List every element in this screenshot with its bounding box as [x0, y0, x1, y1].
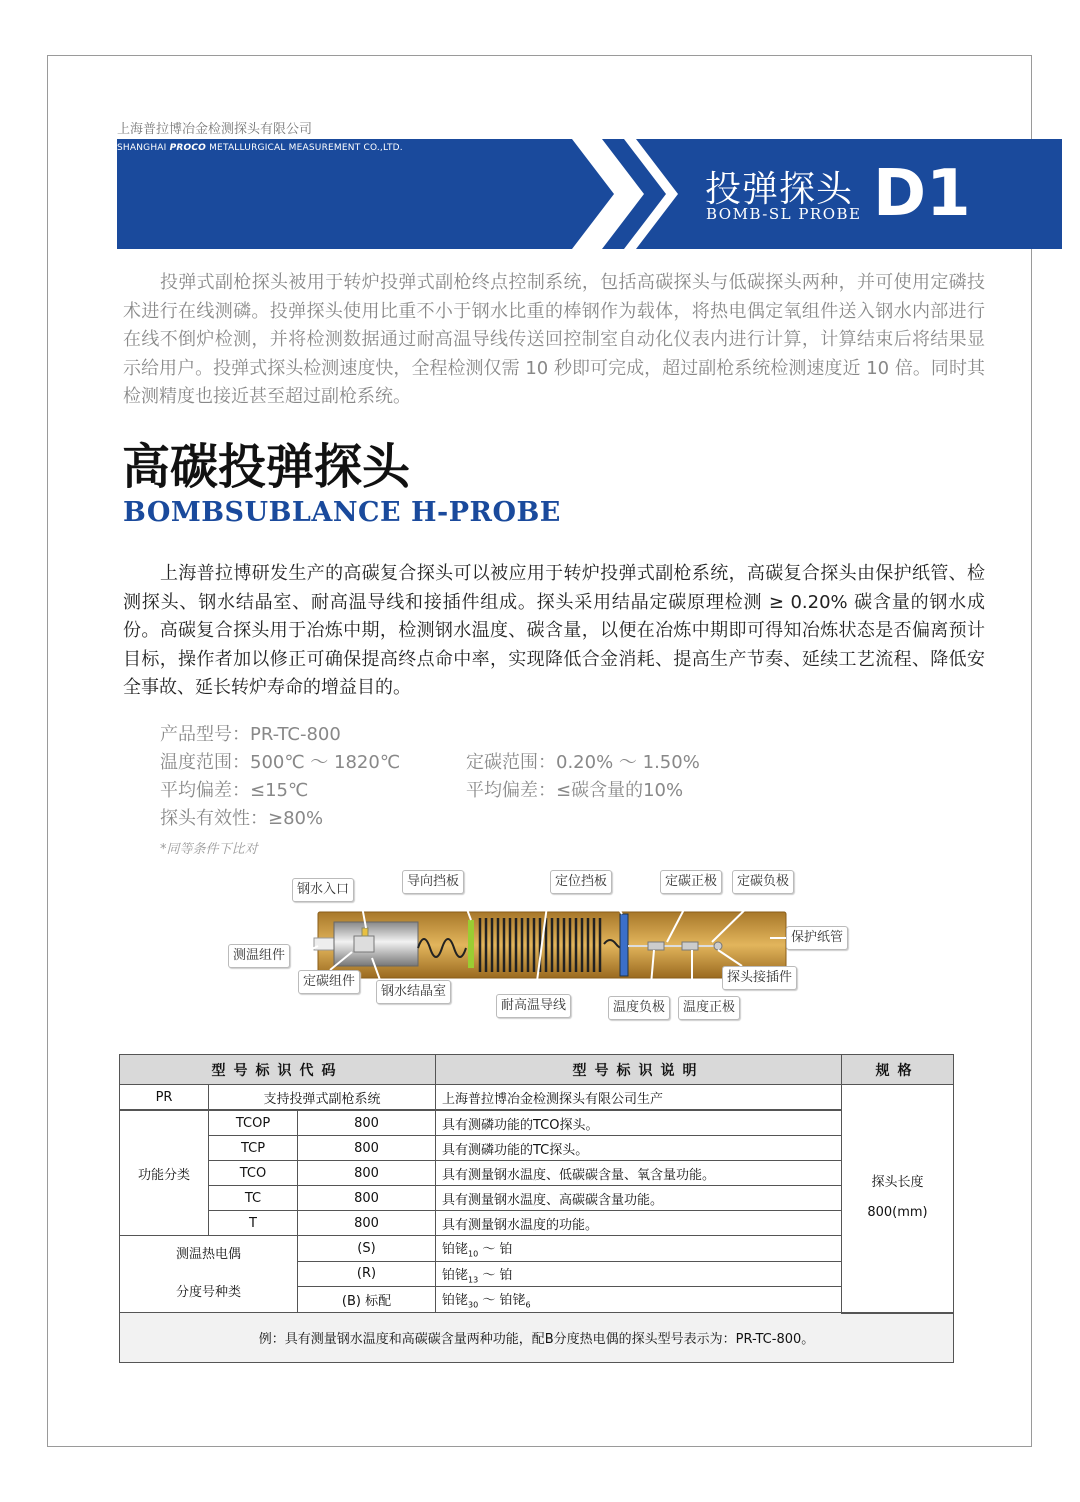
table-head-spec: 规格 [842, 1055, 954, 1085]
pr-code: PR [120, 1085, 209, 1111]
spec-validity: 探头有效性：≥80% [160, 808, 324, 829]
table-row [120, 1236, 954, 1262]
chevron-arrow-icon [572, 139, 702, 249]
table-row [120, 1313, 954, 1363]
table-row [120, 1161, 954, 1186]
product-title-cn: 投弹探头 [705, 169, 854, 210]
func-code: TCO [209, 1161, 298, 1186]
spec-length-label: 探头长度 [871, 1175, 924, 1191]
spec-temp-range: 温度范围：500℃ ～ 1820℃ [160, 752, 401, 773]
label-steel-inlet: 钢水入口 [292, 878, 354, 902]
func-explain: 具有测量钢水温度、高碳碳含量功能。 [436, 1186, 842, 1211]
label-temp-positive: 温度正极 [678, 996, 740, 1020]
label-hightemp-wire: 耐高温导线 [496, 994, 571, 1018]
func-code: TCP [209, 1136, 298, 1161]
tc-explain: 铂铑$_{13}$ ～ 铂 [436, 1261, 842, 1287]
pr-desc: 支持投弹式副枪系统 [209, 1085, 436, 1111]
probe-diagram [222, 866, 862, 1026]
spec-avg-dev-carbon: 平均偏差：≤碳含量的10% [466, 780, 684, 801]
func-explain: 具有测量钢水温度的功能。 [436, 1211, 842, 1236]
spec-model: 产品型号：PR-TC-800 [160, 724, 341, 745]
table-row [120, 1136, 954, 1161]
func-code: TC [209, 1186, 298, 1211]
model-code-table [119, 1054, 954, 1363]
func-length: 800 [298, 1211, 436, 1236]
table-head-explain: 型号标识说明 [436, 1055, 842, 1085]
product-title-en: BOMB-SL PROBE [706, 205, 862, 223]
intro-paragraph: 投弹式副枪探头被用于转炉投弹式副枪终点控制系统，包括高碳探头与低碳探头两种，并可使用定磷技术进行在线测磷。投弹探头使用比重不小于钢水比重的棒钢作为载体，将热电偶定氧组件送入钢水内部进行在线不倒炉检测，并将检测数据通过耐高温导线传送回控制室自动化仪表内进行计算，计算结束后将结果显示给用户。投弹式探头检测速度快，全程检测仅需 10 秒即可完成，超过副枪系统检测速度近 10 倍。同时其检测精度也接近甚至超过副枪系统。 [123, 272, 985, 407]
section-body: 上海普拉博研发生产的高碳复合探头可以被应用于转炉投弹式副枪系统，高碳复合探头由保护纸管、检测探头、钢水结晶室、耐高温导线和接插件组成。探头采用结晶定碳原理检测 ≥ 0.20% 碳含量的钢水成份。高碳复合探头用于冶炼中期，检测钢水温度、碳含量，以便在冶炼中期即可得知冶炼状态是否偏离预计目标，操作者加以修正可确保提高终点命中率，实现降低合金消耗、提高生产节奏、延续工艺流程、降低安全事故、延长转炉寿命的增益目的。 [123, 563, 985, 698]
label-crystal-chamber: 钢水结晶室 [376, 980, 451, 1004]
tc-code: (R) [298, 1261, 436, 1287]
thermocouple-label: 测温热电偶 分度号种类 [120, 1236, 298, 1313]
label-carbon-assembly: 定碳组件 [298, 970, 360, 994]
example-note: 例：具有测量钢水温度和高碳碳含量两种功能，配B分度热电偶的探头型号表示为：PR-TC-800。 [120, 1313, 954, 1363]
brand-logo-text: PROCO [169, 143, 207, 153]
tc-explain: 铂铑$_{10}$ ～ 铂 [436, 1236, 842, 1262]
table-row [120, 1186, 954, 1211]
label-temp-negative: 温度负极 [608, 996, 670, 1020]
tc-code: (S) [298, 1236, 436, 1262]
spec-cell [842, 1085, 954, 1313]
func-code: T [209, 1211, 298, 1236]
func-length: 800 [298, 1110, 436, 1136]
label-temp-assembly: 测温组件 [228, 944, 290, 968]
label-carbon-negative: 定碳负极 [732, 870, 794, 894]
tc-code: (B) 标配 [298, 1287, 436, 1313]
label-guide-baffle: 导向挡板 [402, 870, 464, 894]
section-title-cn: 高碳投弹探头 [122, 439, 411, 495]
tc-explain: 铂铑$_{30}$ ～ 铂铑$_6$ [436, 1287, 842, 1313]
product-code: D1 [873, 157, 971, 231]
company-name-en: SHANGHAI PROCO METALLURGICAL MEASUREMENT CO.,LTD. [117, 143, 403, 153]
func-code: TCOP [209, 1110, 298, 1136]
func-length: 800 [298, 1161, 436, 1186]
func-label: 功能分类 [120, 1110, 209, 1236]
spec-note: *同等条件下比对 [160, 842, 258, 857]
label-connector: 探头接插件 [722, 966, 797, 990]
table-head-code: 型号标识代码 [120, 1055, 436, 1085]
table-row [120, 1085, 954, 1111]
table-row [120, 1211, 954, 1236]
company-name-cn: 上海普拉博冶金检测探头有限公司 [117, 122, 313, 137]
func-explain: 具有测量钢水温度、低碳碳含量、氧含量功能。 [436, 1161, 842, 1186]
pr-explain: 上海普拉博冶金检测探头有限公司生产 [436, 1085, 842, 1111]
func-length: 800 [298, 1186, 436, 1211]
table-row [120, 1110, 954, 1136]
func-length: 800 [298, 1136, 436, 1161]
section-title-en: BOMBSUBLANCE H-PROBE [123, 497, 561, 528]
func-explain: 具有测磷功能的TC探头。 [436, 1136, 842, 1161]
header-banner [117, 139, 1062, 249]
func-explain: 具有测磷功能的TCO探头。 [436, 1110, 842, 1136]
spec-length-value: 800(mm) [867, 1205, 928, 1221]
label-paper-tube: 保护纸管 [786, 926, 848, 950]
label-position-baffle: 定位挡板 [550, 870, 612, 894]
spec-avg-dev-temp: 平均偏差：≤15℃ [160, 780, 309, 801]
label-carbon-positive: 定碳正极 [660, 870, 722, 894]
spec-carbon-range: 定碳范围：0.20% ～ 1.50% [466, 752, 700, 773]
